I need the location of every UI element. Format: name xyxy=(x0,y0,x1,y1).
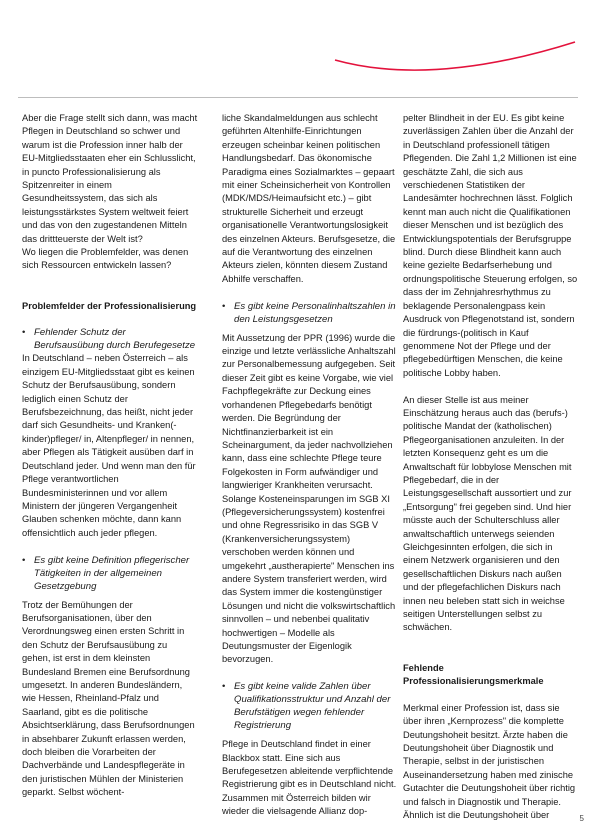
section-heading-professionalisierungsmerkmale: Fehlende Professionalisierungsmerkmale xyxy=(403,662,544,687)
column-2 xyxy=(222,112,398,819)
column-3 xyxy=(403,112,579,822)
bullet-text: Fehlender Schutz der Berufsausübung durch Berufegesetze xyxy=(34,327,196,352)
header-rule xyxy=(18,97,578,98)
bullet-heading xyxy=(222,300,398,326)
bullet-icon: • xyxy=(22,554,26,566)
body-paragraph: pelter Blindheit in der EU. Es gibt keine zuverlässigen Zahlen über die Anzahl der in Deutschland professionell tätigen Pflegenden. Die Zahl 1,2 Millionen ist eine geschätzte Zahl, die sich aus verschiedenen Statistiken der Landesämter hochrechnen lässt. Folglich kennt man auch nicht die Qualifikationen dieser Menschen und ist bezüglich des Entwicklungspotentials der Berufsgruppe blind. Durch diese Blindheit kann auch keine gezielte Bedarfserhebung und ordnungspolitische Steuerung erfolgen, so dass der im Zehnjahresrhythmus zu beklagende Personalengpass kein Ausdruck von Pflegenotstand ist, sondern die fürdrungs-(politisch in Kauf genommene Not der Pflege und der pflegebedürftigen Menschen, die keine politische Lobby haben. xyxy=(403,113,578,378)
bullet-icon: • xyxy=(22,327,26,339)
body-paragraph: Trotz der Bemühungen der Berufsorganisationen, über den Verordnungsweg einen ersten Schritt in den Schutz der Berufsausübung zu gehen, ist erst in dem kleinsten Bundesland Bremen eine Berufsordnung umgesetzt. In anderen Bundesländern, wie Hessen, Rheinland-Pfalz und Saarland, gibt es die politische Absichtserklärung, dass Berufsordnungen in absehbarer Zukunft erlassen werden, doch bleiben die Vorarbeiten der Dachverbände und Landespflegeräte in den juristischen Mühlen der Ministerien geparkt. Selbst wöchent- xyxy=(22,599,195,798)
header-swoosh-decoration xyxy=(330,38,580,78)
bullet-heading xyxy=(22,326,198,352)
bullet-text: Es gibt keine Definition pflegerischer Tätigkeiten in der allgemeinen Gesetzgebung xyxy=(34,554,190,592)
bullet-text: Es gibt keine Personalinhaltszahlen in den Leistungsgesetzen xyxy=(234,300,396,325)
bullet-text: Es gibt keine valide Zahlen über Qualifikationsstruktur und Anzahl der Berufstätigen wegen fehlender Registrierung xyxy=(234,681,391,732)
bullet-heading xyxy=(222,680,398,732)
section-heading-problemfelder: Problemfelder der Professionalisierung xyxy=(22,300,197,311)
column-1 xyxy=(22,112,198,800)
body-paragraph: liche Skandalmeldungen aus schlecht geführten Altenhilfe-Einrichtungen erzeugen scheinbar keinen politischen Handlungsbedarf. Das ökonomische Paradigma eines Sozialmarktes – gepaart mit einer Scheinsicherheit von Kontrollen (MDK/MDS/Heimaufsicht etc.) – gibt strukturelle Sicherheit und erzeugt organisationelle Verantwortungslosigkeit des einzelnen Akteurs. Berufsgesetze, die auf die Verantwortung des einzelnen Akteurs zielen, könnten diesem Zustand Abhilfe verschaffen. xyxy=(222,113,396,284)
bullet-icon: • xyxy=(222,300,226,312)
bullet-icon: • xyxy=(222,681,226,693)
page-number: 5 xyxy=(579,814,584,823)
body-paragraph: Mit Aussetzung der PPR (1996) wurde die einzige und letzte verlässliche Anhaltszahl zur Personalbemessung aufgegeben. Seit dieser Zeit gibt es keine Vorgabe, wie viel Fachpflegekräfte zur Deckung eines vorhandenen Pflegebedarfs benötigt werden. Die Begründung der Nichtfinanzierbarkeit ist ein Scheinargument, da jeder nachvollziehen kann, dass eine schlechte Pflege teure Folgekosten in Form aufwändiger und langwieriger Krankheiten verursacht. Solange Kosteneinsparungen im SGB XI (Pflegeversicherungssystem) kostenfrei und ohne Regressrisiko in das SGB V (Krankenversicherungssystem) verschoben werden können und umgekehrt „austherapierte" Menschen ins andere System transferiert werden, wird das System immer die kostengünstiger Lösungen und nicht die volkswirtschaftlich sinnvollen – und nebenbei qualitativ hochwertigen – Modelle als Deutungsmuster der Eigenlogik bevorzugen. xyxy=(222,332,396,665)
body-paragraph: Merkmal einer Profession ist, dass sie über ihren „Kernprozess" die komplette Deutungshoheit besitzt. Ärzte haben die Deutungshoheit über Diagnostik und Therapie, selbst in der juristischen Auseinandersetzung haben med zinische Gutachter die Deutungshoheit über richtig und falsch in Diagnostik und Therapie. Ähnlich ist die Deutungshoheit über xyxy=(403,702,576,821)
body-paragraph: Pflege in Deutschland findet in einer Blackbox statt. Eine sich aus Berufegesetzen ableitende verpflichtende Registrierung gibt es in Deutschland nicht. Zusammen mit Österreich bilden wir wieder die vielsagende Allianz dop- xyxy=(222,739,397,817)
body-paragraph: In Deutschland – neben Österreich – als einzigem EU-Mitgliedsstaat gibt es keinen Schutz der Berufsausübung, sondern lediglich einen Schutz der Berufsbezeichnung, das heißt, nicht jeder darf sich Gesundheits- und Kranken(-kinder)pfleger/ in, Altenpfleger/ in nennen, aber Pflegen als Tätigkeit ausüben darf in Deutschland jeder. Und wenn man den für Pflege verantwortlichen Bundesministerinnen und vor allem Ministern der jüngeren Vergangenheit Glauben schenken möchte, dann kann offensichtlich auch jeder pflegen. xyxy=(22,353,196,538)
bullet-heading xyxy=(22,554,198,593)
body-paragraph: An dieser Stelle ist aus meiner Einschätzung heraus auch das (berufs-) politische Mandat der (katholischen) Pflegeorganisationen anzuleiten. In der letzten Konsequenz geht es um die Anwaltschaft für lobbylose Menschen mit Pflegebedarf, die in der Leistungsgesellschaft aussortiert und zur „Entsorgung" frei gegeben sind. Und hier müsste auch der Schulterschluss aller anwaltschaftlich unterwegs seienden Gleichgesinnten erfolgen, die sich in einem Netzwerk organisieren und den gesellschaftlichen Diskurs nach außen und der pflegefachlichen Diskurs nach innen neu beleben statt sich in weichse seitigen Unterstellungen selbst zu schwächen. xyxy=(403,394,572,633)
question-paragraph: Wo liegen die Problemfelder, was denen sich Ressourcen entwickeln lassen? xyxy=(22,247,189,271)
intro-paragraph: Aber die Frage stellt sich dann, was macht Pflegen in Deutschland so schwer und warum ist die Profession inner halb der EU-Mitgliedsstaaten eher ein Schlusslicht, in puncto Professionalisierung als Spitzenreiter in einem Gesundheitssystem, das sich als leistungsstärkstes System weltweit feiert und das von den zugestandenen Mitteln das drittteuerste der Welt ist? xyxy=(22,113,198,244)
